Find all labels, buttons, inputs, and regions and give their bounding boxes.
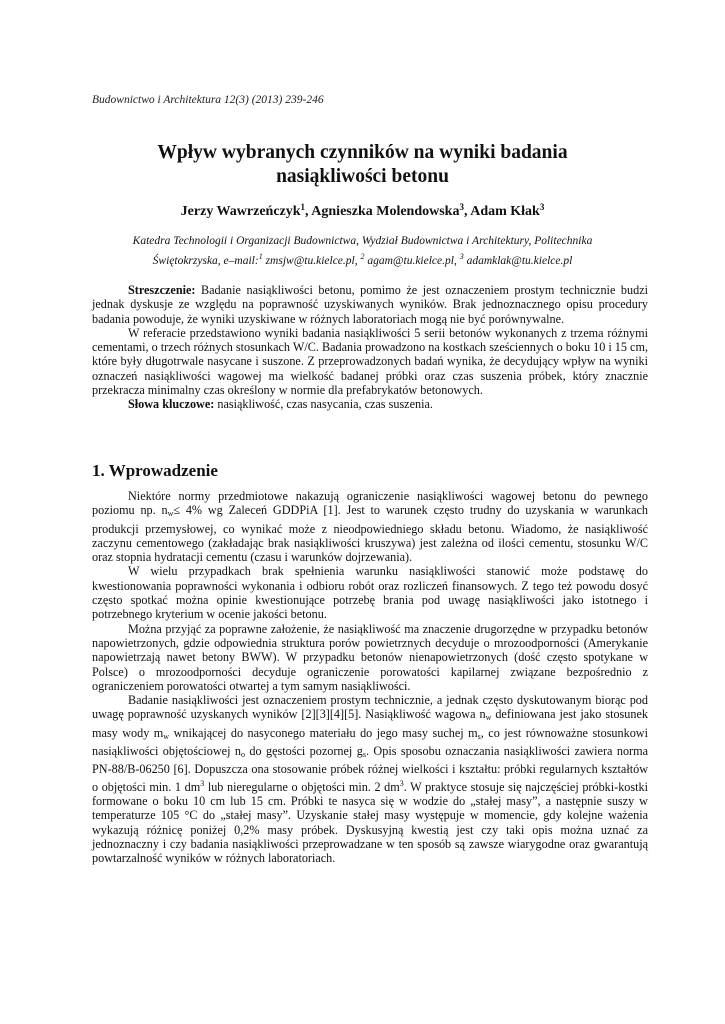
author-name: Adam Kłak xyxy=(470,204,540,219)
affiliation xyxy=(90,234,635,269)
author-affil-mark: 3 xyxy=(539,202,545,212)
intro-text: . Opis sposobu oznaczania nasiąkliwości zawiera norma PN-88/B-06250 [6]. Dopuszcza ona stosowanie próbek różnej wielkości i kształtu: próbki regularnych kształtów o objętości min. 1 dm xyxy=(92,744,648,794)
abstract xyxy=(92,283,648,412)
subscript: w xyxy=(163,731,170,741)
intro-text: Niektóre normy przedmiotowe nakazują ograniczenie nasiąkliwości wagowej betonu do pewnego poziomu np. n xyxy=(92,489,648,518)
author-affil-mark: 1 xyxy=(300,202,306,212)
introduction xyxy=(92,489,648,865)
email-mark: 2 xyxy=(360,252,365,261)
paper-title xyxy=(60,141,665,189)
superscript: 3 xyxy=(200,778,205,788)
title-line-1: Wpływ wybranych czynników na wyniki badania xyxy=(157,142,568,163)
author-separator: , xyxy=(463,204,471,219)
intro-text: , co jest równoważne stosunkowi nasiąkliwości objętościowej n xyxy=(92,725,648,759)
title-line-2: nasiąkliwości betonu xyxy=(276,166,449,187)
intro-paragraph-1 xyxy=(92,489,648,564)
subscript: s xyxy=(362,750,366,760)
keywords xyxy=(92,397,648,411)
affiliation-line-2 xyxy=(90,249,635,269)
abstract-text: Badanie nasiąkliwości betonu, pomimo że jest oznaczeniem prostym technicznie budzi jednak dyskusje ze względu na poprawność uzyskiwanych wyników. Brak jednoznacznego opisu procedury badania powoduje, że wyniki uzyskiwane w różnych laboratoriach mogą nie być porównywalne. xyxy=(92,283,648,326)
email-mark: 3 xyxy=(459,252,464,261)
author-separator: , xyxy=(305,204,312,219)
intro-paragraph-4 xyxy=(92,693,648,865)
keywords-text: nasiąkliwość, czas nasycania, czas suszenia. xyxy=(214,397,433,412)
email-mark: 1 xyxy=(258,252,263,261)
affiliation-line-1: Katedra Technologii i Organizacji Budownictwa, Wydział Budownictwa i Architektury, Politechnika xyxy=(132,235,593,247)
subscript: w xyxy=(485,713,492,723)
abstract-paragraph-2: W referacie przedstawiono wyniki badania nasiąkliwości 5 serii betonów wykonanych z trzema różnymi cementami, o trzech różnych stosunkach W/C. Badania prowadzono na kostkach sześciennych o boku 10 i 15 cm, które były długotrwale nasycane i suszone. Z przeprowadzonych badań wynika, że decydujący wpływ na wyniki oznaczeń nasiąkliwości wagowej ma wielkość badanej próbki oraz czas suszenia próbek, który znacznie przekracza minimalny czas określony w normie dla prefabrykatów betonowych. xyxy=(92,325,648,398)
author-affil-mark: 3 xyxy=(459,202,464,212)
email-link[interactable]: zmsjw@tu.kielce.pl, xyxy=(262,255,361,267)
intro-text: . W praktyce stosuje się najczęściej próbki-kostki formowane o boku 10 cm lub 15 cm. Próbki te nasyca się w wodzie do „stałej masy”, a następnie suszy w temperaturze 105 °C do „stałej masy”. Uzyskanie stałej masy występuje w momencie, gdy kolejne ważenia wykazują różnicę poniżej 0,2% masy próbek. Dyskusyjną kwestią jest czy taki opis można uznać za jednoznaczny i czy badania nasiąkliwości przeprowadzane w ten sposób są zawsze wiarygodne oraz gwarantują powtarzalność wyników w różnych laboratoriach. xyxy=(92,779,648,866)
intro-text: ≤ 4% wg Zaleceń GDDPiA [1]. Jest to warunek często trudny do uzyskania w warunkach produkcji przemysłowej, co wynikać może z nieodpowiedniego składu betonu. Wiadomo, że nasiąkliwość zaczynu cementowego (zakładając brak nasiąkliwości kruszywa) jest zależna od ilości cementu, stosunku W/C oraz stopnia hydratacji cementu (czasu i warunków dojrzewania). xyxy=(92,503,648,565)
author-list xyxy=(60,202,665,220)
abstract-label: Streszczenie: xyxy=(128,283,196,297)
author-name: Jerzy Wawrzeńczyk xyxy=(180,204,301,219)
intro-text: wnikającej do nasyconego materiału do jego masy suchej m xyxy=(169,725,478,740)
intro-text: do gęstości pozornej g xyxy=(244,744,363,759)
intro-text: lub nieregularne o objętości min. 2 dm xyxy=(204,779,400,794)
section-heading: 1. Wprowadzenie xyxy=(92,461,218,480)
email-link[interactable]: agam@tu.kielce.pl, xyxy=(364,255,460,267)
subscript: w xyxy=(167,509,174,519)
subscript: s xyxy=(477,731,481,741)
intro-text: Badanie nasiąkliwości jest oznaczeniem prostym technicznie, a jednak często dyskutowanym biorąc pod uwagę poprawność uzyskanych wyników [2][3][4][5]. Nasiąkliwość wagowa n xyxy=(92,693,648,722)
intro-text: definiowana jest jako stosunek masy wody m xyxy=(92,707,648,740)
abstract-paragraph-1 xyxy=(92,283,648,326)
intro-paragraph-3: Można przyjąć za poprawne założenie, że nasiąkliwość ma znaczenie drugorzędne w przypadku betonów napowietrzonych, gdzie odpowiednia struktura porów powietrznych decyduje o mrozoodporności (Amerykanie napowietrzają nawet betony BWW). W przypadku betonów nienapowietrzonych (dość często spotykane w Polsce) o mrozoodporności decyduje ograniczenie porowatości kapilarnej związane bezpośrednio z ograniczeniem porowatości otwartej a tym samym nasiąkliwości. xyxy=(92,621,648,693)
affiliation-text: Świętokrzyska, e–mail: xyxy=(152,255,259,267)
author-name: Agnieszka Molendowska xyxy=(311,204,460,219)
keywords-label: Słowa kluczowe: xyxy=(128,397,215,412)
intro-paragraph-2: W wielu przypadkach brak spełnienia warunku nasiąkliwości stanowić może podstawę do kwestionowania poprawności wykonania i odbioru robót oraz rozliczeń finansowych. Z tego też powodu dosyć często spotkać można opinie kwestionujące potrzebę brania pod uwagę nasiąkliwości jako istotnego i potrzebnego kryterium w ocenie jakości betonu. xyxy=(92,564,648,622)
email-link[interactable]: adamklak@tu.kielce.pl xyxy=(463,255,573,267)
superscript: 3 xyxy=(399,778,404,788)
subscript: o xyxy=(240,750,245,760)
journal-citation: Budownictwo i Architektura 12(3) (2013) 239-246 xyxy=(92,94,324,106)
